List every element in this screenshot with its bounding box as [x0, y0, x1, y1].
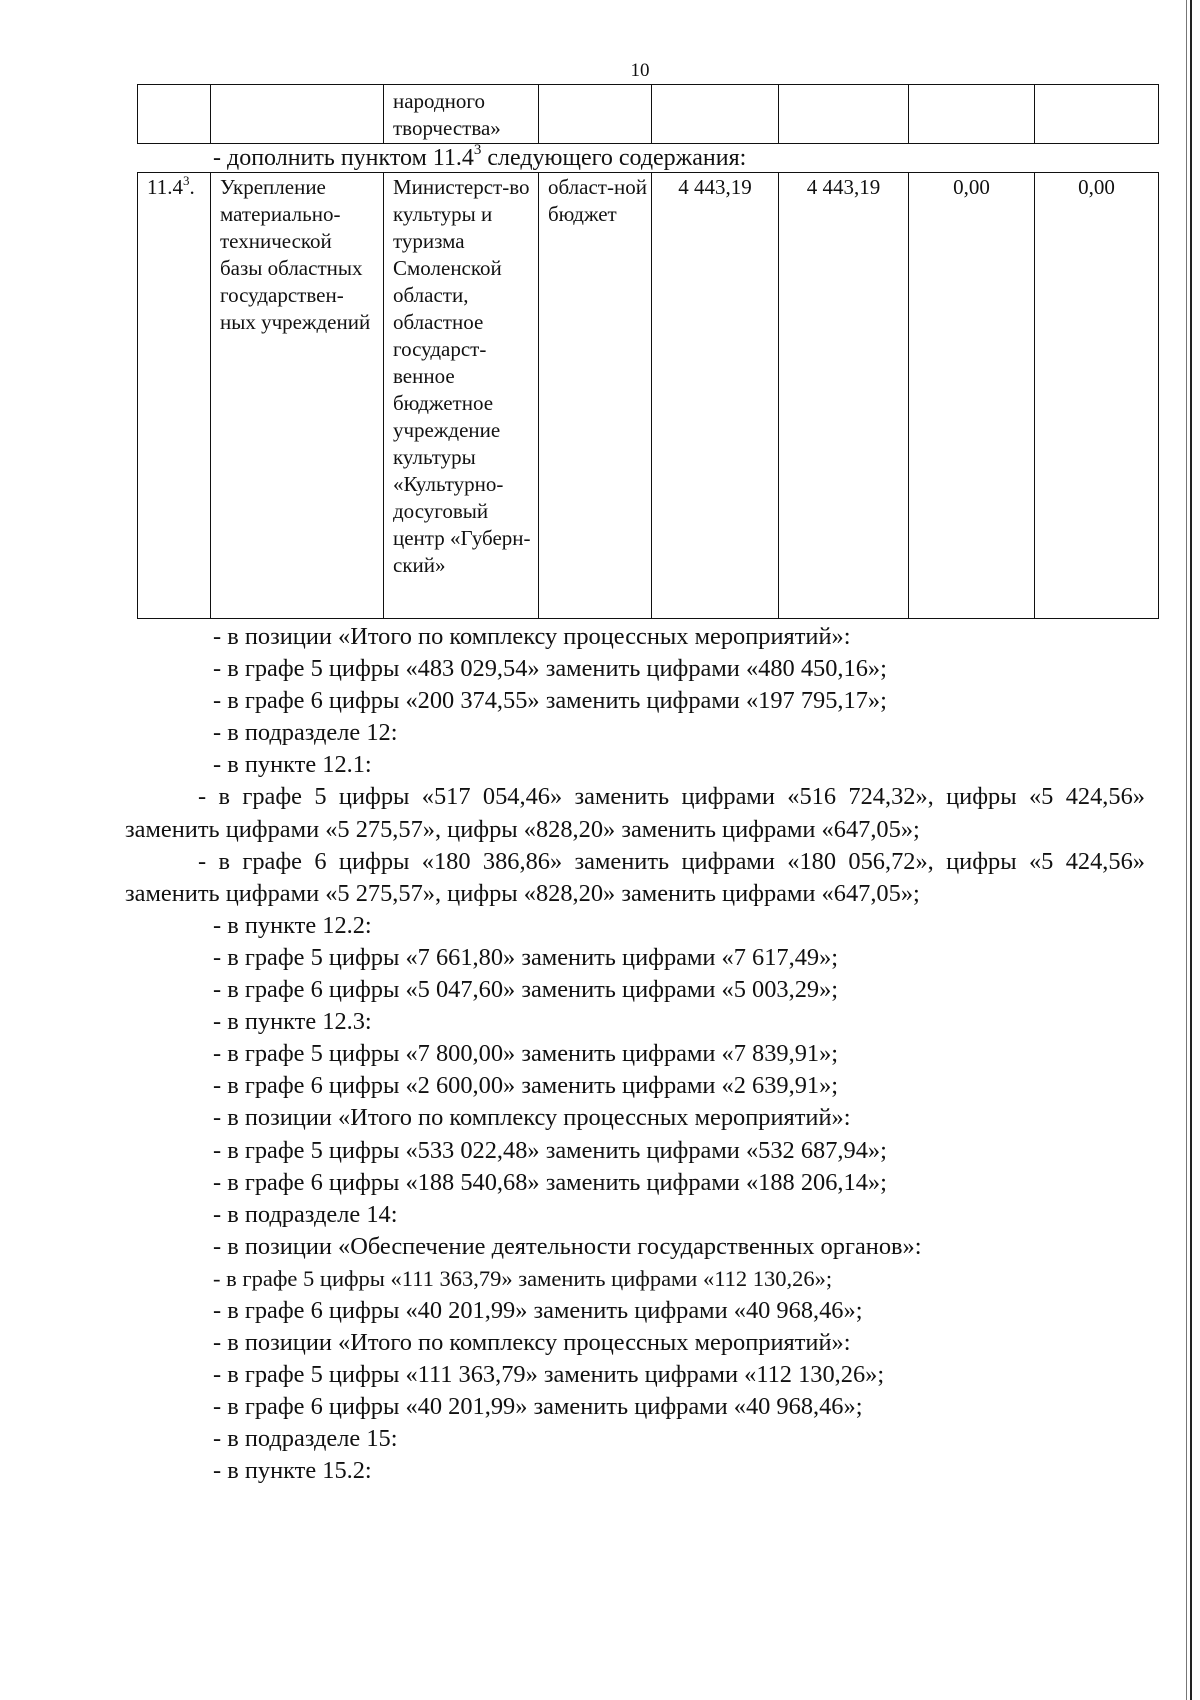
table-cell-number — [138, 85, 211, 144]
amendments-text — [125, 621, 1145, 1488]
table-cell-executor: Министерст-во культуры и туризма Смоленской области, областное государст-венное бюджетное учреждение культуры «Культурно-досуговый центр «Губерн-ский» — [384, 173, 539, 619]
table-cell-year-2: 0,00 — [909, 173, 1035, 619]
paragraph: - в графе 5 цифры «7 800,00» заменить цифрами «7 839,91»; — [213, 1040, 839, 1068]
table-cell-year-3: 0,00 — [1035, 173, 1159, 619]
item-number-dot: . — [189, 175, 195, 199]
intro-superscript: 3 — [473, 142, 482, 158]
item-number-superscript: 3 — [182, 173, 190, 188]
paragraph: - в пункте 12.1: — [213, 751, 372, 779]
table-continuation — [137, 84, 1159, 144]
paragraph: - в графе 5 цифры «111 363,79» заменить цифрами «112 130,26»; — [213, 1265, 833, 1291]
paragraph: - в графе 6 цифры «188 540,68» заменить цифрами «188 206,14»; — [213, 1168, 887, 1196]
table-cell-year-1 — [779, 85, 909, 144]
table-cell-year-2 — [909, 85, 1035, 144]
table-cell-name: Укрепление материально-технической базы областных государствен-ных учреждений — [211, 173, 384, 619]
table-row — [138, 173, 1159, 619]
paragraph: - в пункте 12.2: — [213, 911, 372, 939]
paragraph: - в графе 5 цифры «533 022,48» заменить цифрами «532 687,94»; — [213, 1136, 887, 1164]
intro-text-after: следующего содержания: — [481, 145, 747, 171]
table-cell-year-1: 4 443,19 — [779, 173, 909, 619]
paragraph: - в графе 5 цифры «7 661,80» заменить цифрами «7 617,49»; — [213, 943, 839, 971]
paragraph: - в графе 5 цифры «517 054,46» заменить цифрами «516 724,32», цифры «5 424,56» заменить цифрами «5 275,57», цифры «828,20» заменить цифрами «647,05»; — [125, 783, 1145, 843]
table-cell-source — [539, 85, 652, 144]
page-number: 10 — [630, 60, 650, 81]
item-number: 11.4 — [147, 175, 183, 199]
table-cell-name — [211, 85, 384, 144]
paragraph: - в позиции «Итого по комплексу процессных мероприятий»: — [213, 623, 851, 650]
intro-line — [213, 143, 746, 173]
paragraph: - в графе 6 цифры «40 201,99» заменить цифрами «40 968,46»; — [213, 1393, 863, 1421]
table-cell-year-3 — [1035, 85, 1159, 144]
paragraph: - в подразделе 15: — [213, 1425, 398, 1453]
paragraph: - в графе 6 цифры «2 600,00» заменить цифрами «2 639,91»; — [213, 1072, 839, 1100]
intro-text-before: - дополнить пунктом 11.4 — [213, 145, 474, 171]
table-row — [138, 85, 1159, 144]
paragraph: - в графе 6 цифры «200 374,55» заменить цифрами «197 795,17»; — [213, 687, 887, 715]
paragraph: - в позиции «Итого по комплексу процессных мероприятий»: — [213, 1104, 851, 1132]
paragraph: - в графе 5 цифры «483 029,54» заменить цифрами «480 450,16»; — [213, 655, 887, 683]
table-new-item — [137, 172, 1159, 619]
table-cell-executor: народного творчества» — [384, 85, 539, 144]
paragraph: - в графе 5 цифры «111 363,79» заменить цифрами «112 130,26»; — [213, 1361, 885, 1389]
paragraph: - в подразделе 14: — [213, 1200, 398, 1228]
scan-edge-shadow — [1186, 0, 1187, 1700]
paragraph: - в графе 6 цифры «5 047,60» заменить цифрами «5 003,29»; — [213, 976, 839, 1004]
paragraph: - в пункте 12.3: — [213, 1008, 372, 1036]
table-cell-total — [652, 85, 779, 144]
table-cell-total: 4 443,19 — [652, 173, 779, 619]
table-cell-source: област-ной бюджет — [539, 173, 652, 619]
scan-edge-line — [1190, 0, 1192, 1700]
paragraph: - в позиции «Итого по комплексу процессных мероприятий»: — [213, 1329, 851, 1357]
paragraph: - в подразделе 12: — [213, 719, 398, 747]
paragraph: - в позиции «Обеспечение деятельности государственных органов»: — [213, 1232, 922, 1260]
paragraph: - в пункте 15.2: — [213, 1457, 372, 1485]
paragraph: - в графе 6 цифры «40 201,99» заменить цифрами «40 968,46»; — [213, 1296, 863, 1324]
table-cell-number — [138, 173, 211, 619]
paragraph: - в графе 6 цифры «180 386,86» заменить цифрами «180 056,72», цифры «5 424,56» заменить цифрами «5 275,57», цифры «828,20» заменить цифрами «647,05»; — [125, 847, 1145, 907]
